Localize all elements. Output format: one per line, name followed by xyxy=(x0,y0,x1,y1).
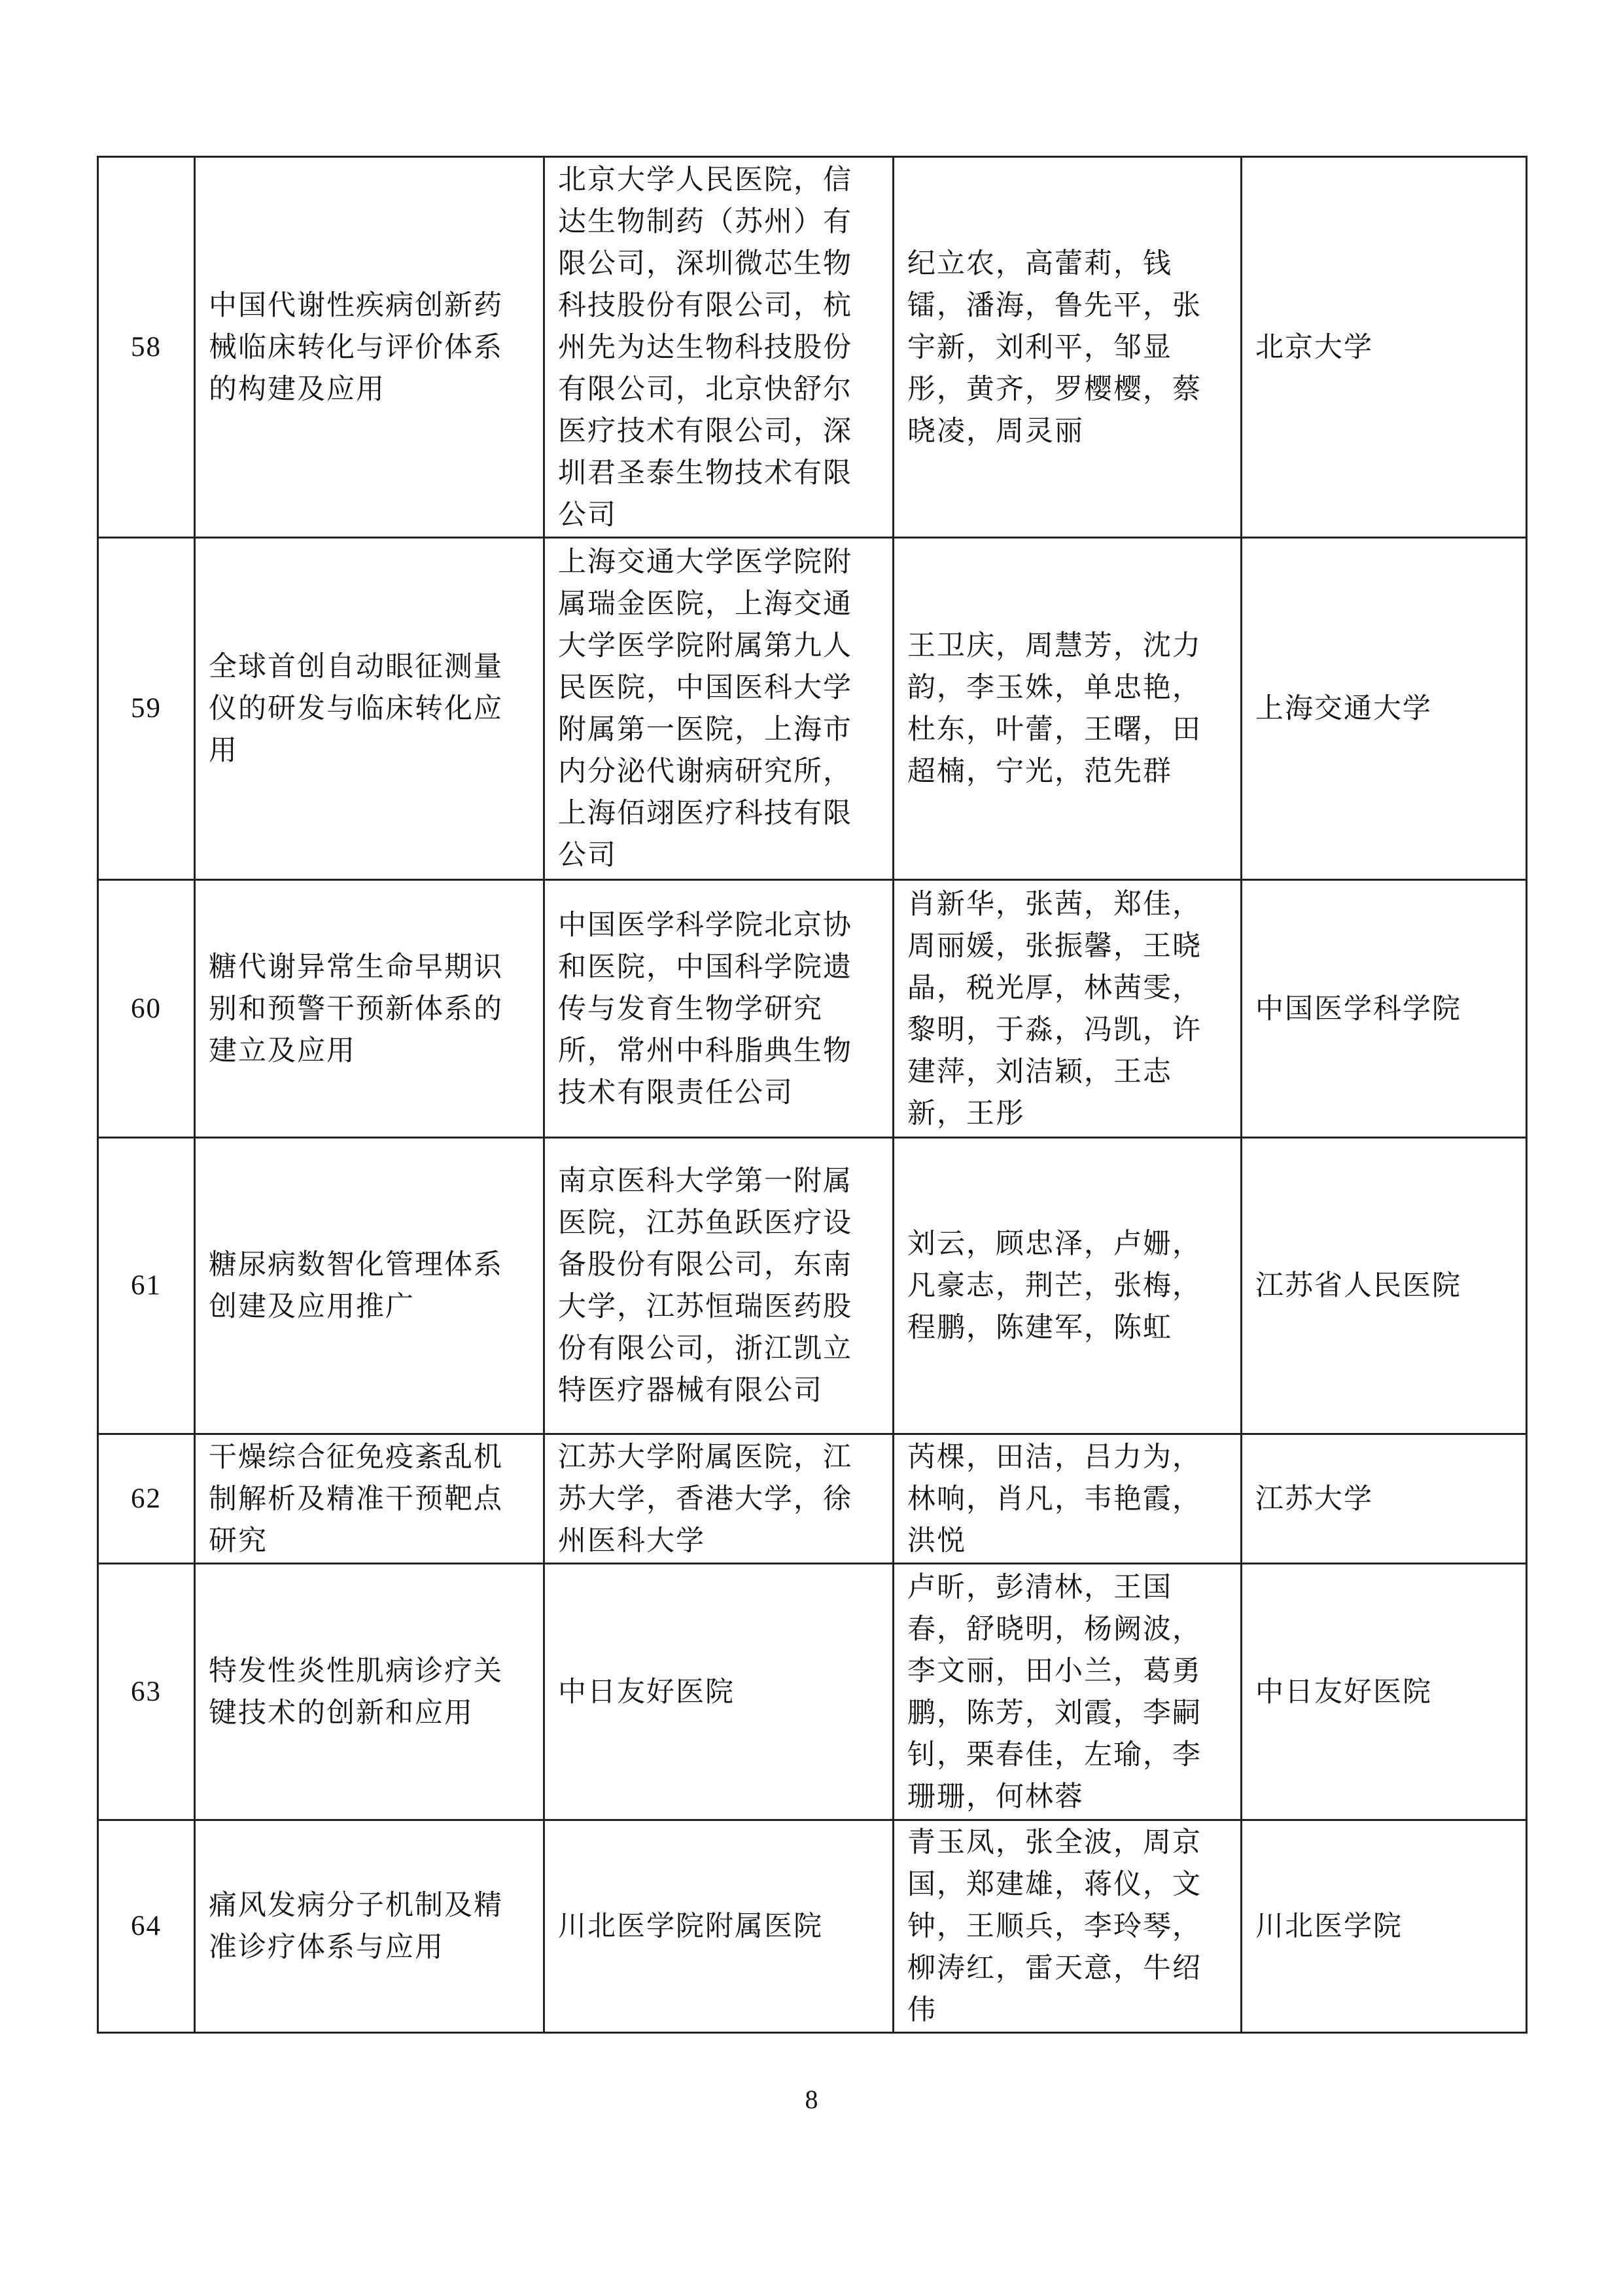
project-name: 糖代谢异常生命早期识别和预警干预新体系的建立及应用 xyxy=(195,880,544,1138)
nominating-unit: 中国医学科学院 xyxy=(1242,880,1527,1138)
row-number: 64 xyxy=(98,1820,195,2033)
nominating-unit: 江苏省人民医院 xyxy=(1242,1138,1527,1434)
row-number: 63 xyxy=(98,1564,195,1820)
table-row xyxy=(98,1820,1527,2033)
nominating-unit: 上海交通大学 xyxy=(1242,538,1527,880)
project-name: 干燥综合征免疫紊乱机制解析及精准干预靶点研究 xyxy=(195,1434,544,1564)
row-number: 60 xyxy=(98,880,195,1138)
nominating-unit: 江苏大学 xyxy=(1242,1434,1527,1564)
awards-table xyxy=(97,156,1527,2034)
row-number: 58 xyxy=(98,157,195,538)
project-name: 全球首创自动眼征测量仪的研发与临床转化应用 xyxy=(195,538,544,880)
completing-people: 青玉凤，张全波，周京国，郑建雄，蒋仪，文钟，王顺兵，李玲琴，柳涛红，雷天意，牛绍伟 xyxy=(894,1820,1242,2033)
table-row xyxy=(98,538,1527,880)
completing-units: 中国医学科学院北京协和医院，中国科学院遗传与发育生物学研究所，常州中科脂典生物技术有限责任公司 xyxy=(544,880,894,1138)
project-name: 中国代谢性疾病创新药械临床转化与评价体系的构建及应用 xyxy=(195,157,544,538)
completing-units: 南京医科大学第一附属医院，江苏鱼跃医疗设备股份有限公司，东南大学，江苏恒瑞医药股份有限公司，浙江凯立特医疗器械有限公司 xyxy=(544,1138,894,1434)
completing-units: 中日友好医院 xyxy=(544,1564,894,1820)
page-number: 8 xyxy=(805,2085,818,2114)
completing-units: 北京大学人民医院，信达生物制药（苏州）有限公司，深圳微芯生物科技股份有限公司，杭州先为达生物科技股份有限公司，北京快舒尔医疗技术有限公司，深圳君圣泰生物技术有限公司 xyxy=(544,157,894,538)
project-name: 痛风发病分子机制及精准诊疗体系与应用 xyxy=(195,1820,544,2033)
project-name: 糖尿病数智化管理体系创建及应用推广 xyxy=(195,1138,544,1434)
completing-units: 川北医学院附属医院 xyxy=(544,1820,894,2033)
completing-people: 刘云，顾忠泽，卢姗，凡豪志，荆芒，张梅，程鹏，陈建军，陈虹 xyxy=(894,1138,1242,1434)
row-number: 59 xyxy=(98,538,195,880)
table-row xyxy=(98,1138,1527,1434)
completing-units: 江苏大学附属医院，江苏大学，香港大学，徐州医科大学 xyxy=(544,1434,894,1564)
row-number: 61 xyxy=(98,1138,195,1434)
row-number: 62 xyxy=(98,1434,195,1564)
completing-people: 卢昕，彭清林，王国春，舒晓明，杨阙波，李文丽，田小兰，葛勇鹏，陈芳，刘霞，李嗣钊，栗春佳，左瑜，李珊珊，何林蓉 xyxy=(894,1564,1242,1820)
table-row xyxy=(98,880,1527,1138)
nominating-unit: 川北医学院 xyxy=(1242,1820,1527,2033)
table-row xyxy=(98,157,1527,538)
nominating-unit: 中日友好医院 xyxy=(1242,1564,1527,1820)
table-row xyxy=(98,1434,1527,1564)
nominating-unit: 北京大学 xyxy=(1242,157,1527,538)
completing-units: 上海交通大学医学院附属瑞金医院，上海交通大学医学院附属第九人民医院，中国医科大学附属第一医院，上海市内分泌代谢病研究所，上海佰翊医疗科技有限公司 xyxy=(544,538,894,880)
completing-people: 纪立农，高蕾莉，钱镭，潘海，鲁先平，张宇新，刘利平，邹显彤，黄齐，罗樱樱，蔡晓凌，周灵丽 xyxy=(894,157,1242,538)
project-name: 特发性炎性肌病诊疗关键技术的创新和应用 xyxy=(195,1564,544,1820)
completing-people: 王卫庆，周慧芳，沈力韵，李玉姝，单忠艳，杜东，叶蕾，王曙，田超楠，宁光，范先群 xyxy=(894,538,1242,880)
completing-people: 肖新华，张茜，郑佳，周丽媛，张振馨，王晓晶，税光厚，林茜雯，黎明，于淼，冯凯，许建萍，刘洁颖，王志新，王彤 xyxy=(894,880,1242,1138)
table-row xyxy=(98,1564,1527,1820)
completing-people: 芮棵，田洁，吕力为，林响，肖凡，韦艳霞，洪悦 xyxy=(894,1434,1242,1564)
